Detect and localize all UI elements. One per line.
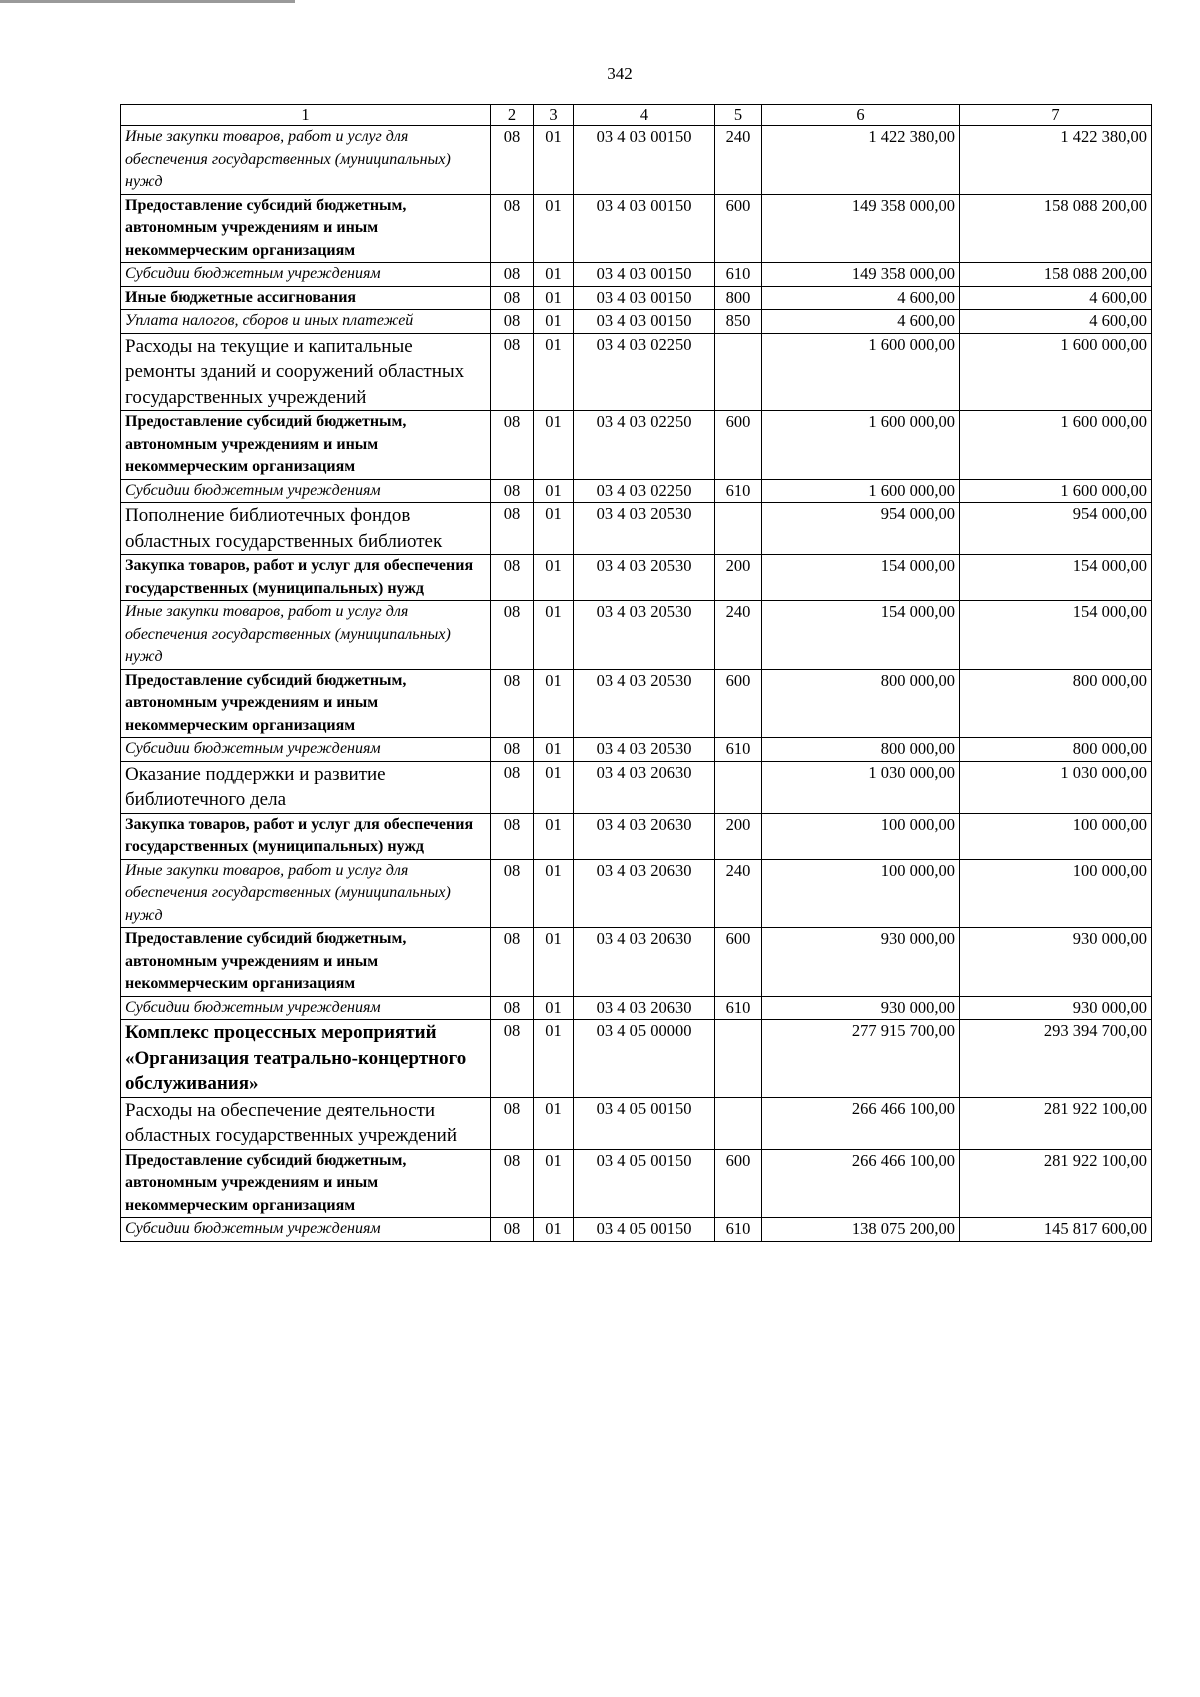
row-amount-year1-cell: 4 600,00 <box>762 286 960 310</box>
table-row <box>121 813 1152 859</box>
row-amount-year1-cell: 154 000,00 <box>762 555 960 601</box>
row-expense-type-cell: 200 <box>715 555 762 601</box>
row-section-cell: 08 <box>491 503 534 555</box>
row-section-cell: 08 <box>491 1020 534 1098</box>
row-target-article-cell: 03 4 03 00150 <box>574 194 715 263</box>
row-expense-type-cell: 850 <box>715 310 762 334</box>
row-name-cell: Иные бюджетные ассигнования <box>121 286 491 310</box>
row-section-cell: 08 <box>491 1097 534 1149</box>
row-amount-year1-cell: 1 422 380,00 <box>762 126 960 195</box>
row-expense-type-cell: 610 <box>715 996 762 1020</box>
row-target-article-cell: 03 4 03 00150 <box>574 286 715 310</box>
row-subsection-cell: 01 <box>534 555 574 601</box>
row-expense-type-cell: 200 <box>715 813 762 859</box>
row-section-cell: 08 <box>491 996 534 1020</box>
row-target-article-cell: 03 4 03 00150 <box>574 263 715 287</box>
row-expense-type-cell: 240 <box>715 126 762 195</box>
row-section-cell: 08 <box>491 1149 534 1218</box>
row-target-article-cell: 03 4 03 00150 <box>574 126 715 195</box>
row-amount-year1-cell: 1 600 000,00 <box>762 411 960 480</box>
col-header-7: 7 <box>960 105 1152 126</box>
row-name-cell: Субсидии бюджетным учреждениям <box>121 479 491 503</box>
row-target-article-cell: 03 4 03 20530 <box>574 669 715 738</box>
row-amount-year1-cell: 1 600 000,00 <box>762 479 960 503</box>
row-name-cell: Иные закупки товаров, работ и услуг для обеспечения государственных (муниципальных) нужд <box>121 859 491 928</box>
scan-edge-mark <box>0 0 295 3</box>
row-section-cell: 08 <box>491 859 534 928</box>
row-expense-type-cell: 240 <box>715 601 762 670</box>
row-amount-year2-cell: 145 817 600,00 <box>960 1218 1152 1242</box>
row-target-article-cell: 03 4 03 20530 <box>574 503 715 555</box>
table-row <box>121 928 1152 997</box>
page-number: 342 <box>607 64 633 83</box>
row-subsection-cell: 01 <box>534 194 574 263</box>
row-name-cell: Предоставление субсидий бюджетным, автономным учреждениям и иным некоммерческим организациям <box>121 1149 491 1218</box>
row-name-cell: Субсидии бюджетным учреждениям <box>121 1218 491 1242</box>
row-expense-type-cell: 600 <box>715 928 762 997</box>
row-section-cell: 08 <box>491 194 534 263</box>
table-row <box>121 1149 1152 1218</box>
row-name-cell: Оказание поддержки и развитие библиотечного дела <box>121 761 491 813</box>
budget-table <box>120 104 1152 1242</box>
row-amount-year1-cell: 4 600,00 <box>762 310 960 334</box>
row-expense-type-cell <box>715 503 762 555</box>
row-amount-year2-cell: 930 000,00 <box>960 928 1152 997</box>
row-amount-year1-cell: 100 000,00 <box>762 813 960 859</box>
row-subsection-cell: 01 <box>534 761 574 813</box>
table-row <box>121 263 1152 287</box>
row-subsection-cell: 01 <box>534 601 574 670</box>
row-subsection-cell: 01 <box>534 1097 574 1149</box>
row-target-article-cell: 03 4 05 00150 <box>574 1149 715 1218</box>
row-name-cell: Закупка товаров, работ и услуг для обеспечения государственных (муниципальных) нужд <box>121 555 491 601</box>
table-row <box>121 1218 1152 1242</box>
row-expense-type-cell: 610 <box>715 1218 762 1242</box>
row-expense-type-cell: 600 <box>715 1149 762 1218</box>
row-subsection-cell: 01 <box>534 126 574 195</box>
row-target-article-cell: 03 4 03 20630 <box>574 761 715 813</box>
row-amount-year1-cell: 800 000,00 <box>762 669 960 738</box>
row-amount-year2-cell: 154 000,00 <box>960 555 1152 601</box>
row-target-article-cell: 03 4 03 20630 <box>574 996 715 1020</box>
row-amount-year2-cell: 1 600 000,00 <box>960 333 1152 411</box>
row-name-cell: Субсидии бюджетным учреждениям <box>121 263 491 287</box>
row-amount-year2-cell: 1 030 000,00 <box>960 761 1152 813</box>
row-expense-type-cell <box>715 1097 762 1149</box>
row-expense-type-cell: 600 <box>715 194 762 263</box>
table-row <box>121 286 1152 310</box>
table-row <box>121 479 1152 503</box>
row-amount-year2-cell: 281 922 100,00 <box>960 1149 1152 1218</box>
row-amount-year2-cell: 954 000,00 <box>960 503 1152 555</box>
row-name-cell: Закупка товаров, работ и услуг для обеспечения государственных (муниципальных) нужд <box>121 813 491 859</box>
row-amount-year2-cell: 158 088 200,00 <box>960 194 1152 263</box>
row-amount-year1-cell: 149 358 000,00 <box>762 263 960 287</box>
row-amount-year2-cell: 281 922 100,00 <box>960 1097 1152 1149</box>
row-name-cell: Уплата налогов, сборов и иных платежей <box>121 310 491 334</box>
row-subsection-cell: 01 <box>534 333 574 411</box>
row-amount-year2-cell: 800 000,00 <box>960 669 1152 738</box>
row-subsection-cell: 01 <box>534 263 574 287</box>
row-subsection-cell: 01 <box>534 310 574 334</box>
row-amount-year2-cell: 1 422 380,00 <box>960 126 1152 195</box>
table-row <box>121 503 1152 555</box>
row-subsection-cell: 01 <box>534 286 574 310</box>
row-amount-year1-cell: 1 600 000,00 <box>762 333 960 411</box>
table-row <box>121 126 1152 195</box>
row-amount-year1-cell: 930 000,00 <box>762 928 960 997</box>
col-header-6: 6 <box>762 105 960 126</box>
row-section-cell: 08 <box>491 411 534 480</box>
row-subsection-cell: 01 <box>534 813 574 859</box>
row-name-cell: Расходы на текущие и капитальные ремонты зданий и сооружений областных государственных учреждений <box>121 333 491 411</box>
row-target-article-cell: 03 4 03 20630 <box>574 928 715 997</box>
row-target-article-cell: 03 4 03 00150 <box>574 310 715 334</box>
row-section-cell: 08 <box>491 286 534 310</box>
row-expense-type-cell: 610 <box>715 738 762 762</box>
row-amount-year2-cell: 4 600,00 <box>960 286 1152 310</box>
row-target-article-cell: 03 4 05 00000 <box>574 1020 715 1098</box>
row-amount-year1-cell: 800 000,00 <box>762 738 960 762</box>
row-expense-type-cell <box>715 1020 762 1098</box>
row-amount-year1-cell: 277 915 700,00 <box>762 1020 960 1098</box>
table-row <box>121 1020 1152 1098</box>
row-target-article-cell: 03 4 03 20630 <box>574 859 715 928</box>
col-header-1: 1 <box>121 105 491 126</box>
col-header-3: 3 <box>534 105 574 126</box>
row-name-cell: Расходы на обеспечение деятельности областных государственных учреждений <box>121 1097 491 1149</box>
row-name-cell: Предоставление субсидий бюджетным, автономным учреждениям и иным некоммерческим организациям <box>121 411 491 480</box>
row-section-cell: 08 <box>491 333 534 411</box>
table-row <box>121 761 1152 813</box>
header-row <box>121 105 1152 126</box>
row-amount-year2-cell: 100 000,00 <box>960 813 1152 859</box>
table-row <box>121 411 1152 480</box>
row-amount-year2-cell: 293 394 700,00 <box>960 1020 1152 1098</box>
row-amount-year2-cell: 930 000,00 <box>960 996 1152 1020</box>
table-row <box>121 555 1152 601</box>
row-name-cell: Субсидии бюджетным учреждениям <box>121 996 491 1020</box>
row-amount-year1-cell: 100 000,00 <box>762 859 960 928</box>
table-row <box>121 669 1152 738</box>
row-expense-type-cell <box>715 333 762 411</box>
row-amount-year2-cell: 800 000,00 <box>960 738 1152 762</box>
table-row <box>121 738 1152 762</box>
row-target-article-cell: 03 4 03 02250 <box>574 479 715 503</box>
row-subsection-cell: 01 <box>534 1218 574 1242</box>
row-target-article-cell: 03 4 05 00150 <box>574 1097 715 1149</box>
col-header-4: 4 <box>574 105 715 126</box>
row-target-article-cell: 03 4 03 20530 <box>574 738 715 762</box>
table-row <box>121 194 1152 263</box>
row-subsection-cell: 01 <box>534 479 574 503</box>
row-name-cell: Предоставление субсидий бюджетным, автономным учреждениям и иным некоммерческим организациям <box>121 669 491 738</box>
table-row <box>121 859 1152 928</box>
row-section-cell: 08 <box>491 263 534 287</box>
row-target-article-cell: 03 4 03 20530 <box>574 601 715 670</box>
table-row <box>121 996 1152 1020</box>
row-subsection-cell: 01 <box>534 738 574 762</box>
row-expense-type-cell <box>715 761 762 813</box>
row-amount-year1-cell: 930 000,00 <box>762 996 960 1020</box>
col-header-5: 5 <box>715 105 762 126</box>
row-subsection-cell: 01 <box>534 411 574 480</box>
row-section-cell: 08 <box>491 738 534 762</box>
table-row <box>121 333 1152 411</box>
row-subsection-cell: 01 <box>534 1149 574 1218</box>
row-target-article-cell: 03 4 03 20630 <box>574 813 715 859</box>
row-amount-year1-cell: 954 000,00 <box>762 503 960 555</box>
row-amount-year1-cell: 149 358 000,00 <box>762 194 960 263</box>
row-amount-year2-cell: 100 000,00 <box>960 859 1152 928</box>
row-section-cell: 08 <box>491 479 534 503</box>
row-section-cell: 08 <box>491 761 534 813</box>
row-section-cell: 08 <box>491 1218 534 1242</box>
row-section-cell: 08 <box>491 813 534 859</box>
col-header-2: 2 <box>491 105 534 126</box>
row-name-cell: Пополнение библиотечных фондов областных государственных библиотек <box>121 503 491 555</box>
row-name-cell: Предоставление субсидий бюджетным, автономным учреждениям и иным некоммерческим организациям <box>121 194 491 263</box>
row-expense-type-cell: 600 <box>715 411 762 480</box>
row-amount-year1-cell: 266 466 100,00 <box>762 1097 960 1149</box>
row-section-cell: 08 <box>491 669 534 738</box>
table-row <box>121 310 1152 334</box>
row-target-article-cell: 03 4 03 20530 <box>574 555 715 601</box>
row-expense-type-cell: 240 <box>715 859 762 928</box>
row-section-cell: 08 <box>491 126 534 195</box>
table-body <box>121 126 1152 1242</box>
row-subsection-cell: 01 <box>534 1020 574 1098</box>
table-row <box>121 601 1152 670</box>
row-section-cell: 08 <box>491 601 534 670</box>
row-amount-year2-cell: 4 600,00 <box>960 310 1152 334</box>
row-subsection-cell: 01 <box>534 503 574 555</box>
row-expense-type-cell: 600 <box>715 669 762 738</box>
row-subsection-cell: 01 <box>534 996 574 1020</box>
row-name-cell: Иные закупки товаров, работ и услуг для обеспечения государственных (муниципальных) нужд <box>121 601 491 670</box>
table-row <box>121 1097 1152 1149</box>
row-subsection-cell: 01 <box>534 859 574 928</box>
row-expense-type-cell: 800 <box>715 286 762 310</box>
row-subsection-cell: 01 <box>534 669 574 738</box>
row-subsection-cell: 01 <box>534 928 574 997</box>
row-amount-year1-cell: 266 466 100,00 <box>762 1149 960 1218</box>
row-section-cell: 08 <box>491 555 534 601</box>
row-name-cell: Иные закупки товаров, работ и услуг для обеспечения государственных (муниципальных) нужд <box>121 126 491 195</box>
row-expense-type-cell: 610 <box>715 479 762 503</box>
row-amount-year2-cell: 154 000,00 <box>960 601 1152 670</box>
row-name-cell: Предоставление субсидий бюджетным, автономным учреждениям и иным некоммерческим организациям <box>121 928 491 997</box>
row-amount-year2-cell: 1 600 000,00 <box>960 479 1152 503</box>
row-expense-type-cell: 610 <box>715 263 762 287</box>
row-section-cell: 08 <box>491 928 534 997</box>
row-amount-year2-cell: 158 088 200,00 <box>960 263 1152 287</box>
row-target-article-cell: 03 4 03 02250 <box>574 333 715 411</box>
row-amount-year1-cell: 1 030 000,00 <box>762 761 960 813</box>
row-amount-year2-cell: 1 600 000,00 <box>960 411 1152 480</box>
row-amount-year1-cell: 154 000,00 <box>762 601 960 670</box>
row-target-article-cell: 03 4 05 00150 <box>574 1218 715 1242</box>
row-amount-year1-cell: 138 075 200,00 <box>762 1218 960 1242</box>
row-name-cell: Комплекс процессных мероприятий «Организация театрально-концертного обслуживания» <box>121 1020 491 1098</box>
row-section-cell: 08 <box>491 310 534 334</box>
row-target-article-cell: 03 4 03 02250 <box>574 411 715 480</box>
row-name-cell: Субсидии бюджетным учреждениям <box>121 738 491 762</box>
